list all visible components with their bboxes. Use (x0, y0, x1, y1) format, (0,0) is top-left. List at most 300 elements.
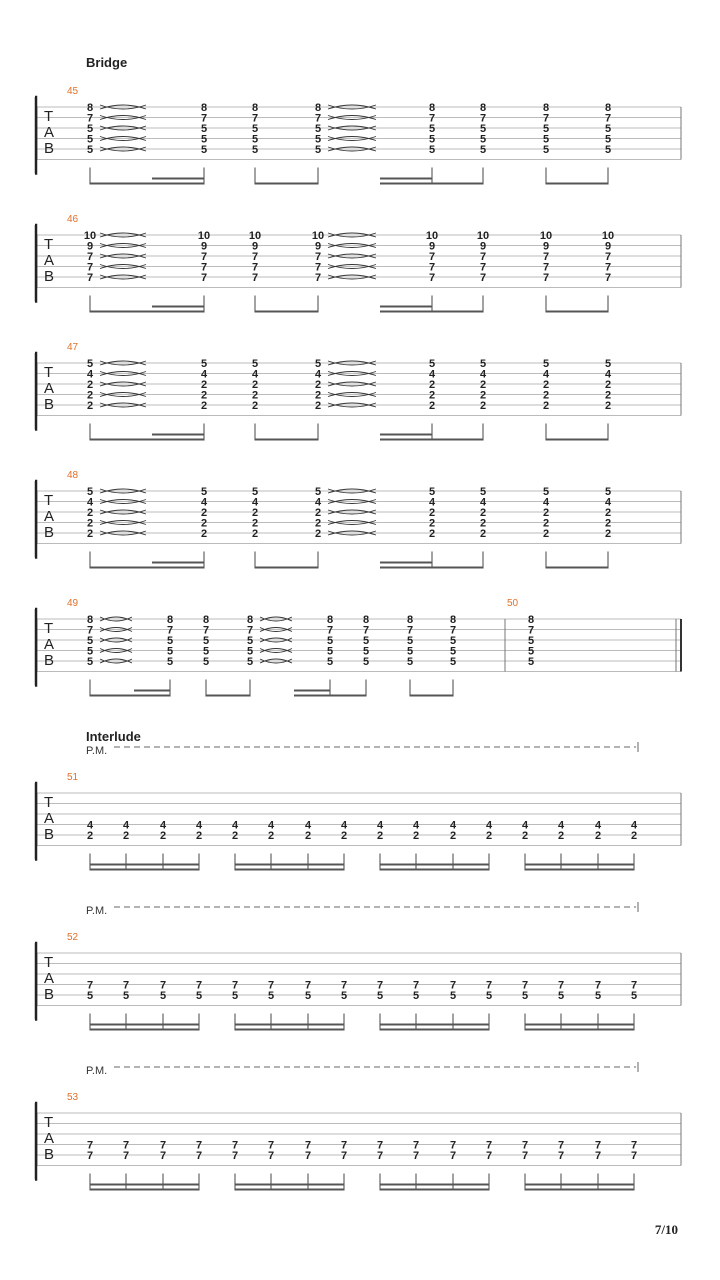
beam (152, 306, 204, 308)
beam (206, 695, 250, 697)
fret-number: 7 (86, 272, 94, 284)
fret-number: 5 (485, 990, 493, 1002)
fret-number: 7 (376, 979, 384, 992)
fret-number: 5 (86, 486, 94, 498)
tab-clef-letter: A (44, 810, 55, 827)
fret-number: 7 (159, 979, 167, 992)
beam (525, 864, 634, 866)
fret-number: 5 (267, 990, 275, 1002)
fret-number: 4 (251, 496, 259, 509)
page-number: 7/10 (654, 1222, 678, 1237)
fret-number: 8 (542, 102, 550, 114)
fret-number: 5 (406, 656, 414, 668)
fret-number: 7 (304, 1150, 312, 1162)
tab-clef-letter: B (44, 986, 55, 1003)
palm-mute-label: P.M. (86, 745, 108, 757)
fret-number: 8 (202, 614, 210, 626)
fret-number: 4 (604, 496, 612, 509)
fret-number: 7 (195, 1139, 203, 1152)
system-bracket (35, 609, 36, 686)
fret-number: 10 (476, 230, 490, 242)
fret-number: 5 (326, 656, 334, 668)
fret-number: 10 (425, 230, 439, 242)
fret-number: 2 (251, 517, 259, 530)
fret-number: 2 (428, 528, 436, 540)
fret-number: 2 (314, 389, 322, 402)
fret-number: 5 (542, 358, 550, 370)
beam (380, 567, 483, 569)
fret-number: 4 (267, 819, 275, 832)
fret-number: 5 (314, 133, 322, 146)
beam (90, 311, 204, 313)
fret-number: 2 (251, 507, 259, 519)
fret-number: 5 (202, 656, 210, 668)
fret-number: 5 (449, 635, 457, 647)
fret-number: 5 (542, 486, 550, 498)
beam (90, 695, 170, 697)
measure-number: 48 (67, 470, 79, 481)
beam (152, 178, 204, 180)
fret-number: 7 (246, 624, 254, 637)
fret-number: 5 (479, 486, 487, 498)
fret-number: 7 (479, 251, 487, 263)
beam (90, 869, 199, 871)
fret-number: 5 (86, 358, 94, 370)
fret-number: 4 (412, 819, 420, 832)
fret-number: 8 (428, 102, 436, 114)
fret-number: 5 (166, 645, 174, 658)
fret-number: 7 (428, 272, 436, 284)
fret-number: 5 (479, 144, 487, 156)
fret-number: 7 (304, 1139, 312, 1152)
fret-number: 2 (200, 507, 208, 519)
measure-number: 47 (67, 342, 79, 353)
fret-number: 7 (267, 1150, 275, 1162)
fret-number: 2 (200, 517, 208, 530)
beam (235, 1184, 344, 1186)
fret-number: 5 (428, 144, 436, 156)
fret-number: 5 (630, 990, 638, 1002)
fret-number: 2 (304, 830, 312, 842)
fret-number: 8 (166, 614, 174, 626)
fret-number: 2 (604, 517, 612, 530)
fret-number: 5 (362, 656, 370, 668)
fret-number: 7 (604, 112, 612, 125)
fret-number: 5 (604, 144, 612, 156)
fret-number: 2 (479, 507, 487, 519)
fret-number: 4 (428, 368, 436, 381)
fret-number: 2 (604, 389, 612, 402)
fret-number: 7 (267, 979, 275, 992)
fret-number: 9 (479, 240, 487, 253)
beam (380, 864, 489, 866)
fret-number: 7 (376, 1150, 384, 1162)
fret-number: 2 (314, 528, 322, 540)
beam (525, 869, 634, 871)
fret-number: 5 (159, 990, 167, 1002)
fret-number: 5 (200, 123, 208, 135)
beam (380, 434, 432, 436)
fret-number: 7 (86, 1139, 94, 1152)
fret-number: 2 (604, 528, 612, 540)
fret-number: 5 (166, 656, 174, 668)
fret-number: 5 (479, 358, 487, 370)
fret-number: 7 (594, 979, 602, 992)
fret-number: 7 (428, 112, 436, 125)
fret-number: 7 (159, 1150, 167, 1162)
beam (525, 1024, 634, 1026)
fret-number: 5 (340, 990, 348, 1002)
fret-number: 5 (314, 144, 322, 156)
beam (235, 1024, 344, 1026)
fret-number: 2 (630, 830, 638, 842)
fret-number: 5 (428, 486, 436, 498)
beam (380, 562, 432, 564)
fret-number: 5 (304, 990, 312, 1002)
fret-number: 7 (479, 112, 487, 125)
fret-number: 8 (314, 102, 322, 114)
tab-clef-letter: A (44, 508, 55, 525)
fret-number: 7 (594, 1150, 602, 1162)
fret-number: 7 (542, 261, 550, 274)
fret-number: 5 (251, 133, 259, 146)
fret-number: 2 (86, 400, 94, 412)
beam (546, 567, 608, 569)
fret-number: 7 (542, 251, 550, 263)
system-bracket (35, 783, 36, 860)
fret-number: 5 (604, 486, 612, 498)
fret-number: 10 (539, 230, 553, 242)
beam (546, 439, 608, 441)
fret-number: 2 (479, 528, 487, 540)
fret-number: 5 (362, 645, 370, 658)
fret-number: 7 (122, 1139, 130, 1152)
fret-number: 7 (314, 272, 322, 284)
fret-number: 2 (195, 830, 203, 842)
fret-number: 2 (200, 389, 208, 402)
fret-number: 4 (594, 819, 602, 832)
fret-number: 7 (166, 624, 174, 637)
fret-number: 7 (604, 272, 612, 284)
fret-number: 5 (251, 358, 259, 370)
fret-number: 7 (326, 624, 334, 637)
fret-number: 7 (449, 624, 457, 637)
beam (380, 178, 432, 180)
fret-number: 5 (449, 656, 457, 668)
beam (235, 864, 344, 866)
measure-number: 45 (67, 86, 79, 97)
system-bracket (35, 1103, 36, 1180)
fret-number: 5 (449, 645, 457, 658)
fret-number: 7 (428, 261, 436, 274)
fret-number: 7 (630, 1150, 638, 1162)
fret-number: 7 (630, 1139, 638, 1152)
system-bracket (35, 943, 36, 1020)
fret-number: 5 (86, 645, 94, 658)
fret-number: 7 (251, 112, 259, 125)
fret-number: 5 (326, 645, 334, 658)
fret-number: 8 (362, 614, 370, 626)
beam (255, 311, 318, 313)
fret-number: 5 (376, 990, 384, 1002)
fret-number: 5 (428, 358, 436, 370)
fret-number: 2 (314, 400, 322, 412)
fret-number: 5 (604, 123, 612, 135)
beam (235, 1029, 344, 1031)
fret-number: 9 (86, 240, 94, 253)
fret-number: 2 (557, 830, 565, 842)
fret-number: 5 (362, 635, 370, 647)
fret-number: 7 (604, 261, 612, 274)
fret-number: 7 (604, 251, 612, 263)
fret-number: 10 (601, 230, 615, 242)
fret-number: 7 (200, 251, 208, 263)
fret-number: 9 (314, 240, 322, 253)
fret-number: 4 (200, 368, 208, 381)
fret-number: 7 (251, 272, 259, 284)
fret-number: 2 (86, 507, 94, 519)
beam (90, 567, 204, 569)
fret-number: 8 (86, 102, 94, 114)
fret-number: 7 (86, 624, 94, 637)
fret-number: 8 (479, 102, 487, 114)
fret-number: 2 (542, 517, 550, 530)
tab-clef-letter: T (44, 794, 54, 811)
beam (380, 306, 432, 308)
fret-number: 5 (521, 990, 529, 1002)
fret-number: 5 (527, 645, 535, 658)
fret-number: 2 (521, 830, 529, 842)
fret-number: 2 (479, 517, 487, 530)
fret-number: 9 (200, 240, 208, 253)
beam (255, 183, 318, 185)
fret-number: 5 (251, 144, 259, 156)
beam (410, 695, 453, 697)
fret-number: 7 (485, 979, 493, 992)
fret-number: 5 (200, 358, 208, 370)
fret-number: 4 (195, 819, 203, 832)
fret-number: 4 (542, 368, 550, 381)
fret-number: 8 (200, 102, 208, 114)
fret-number: 5 (86, 990, 94, 1002)
beam (525, 1029, 634, 1031)
fret-number: 2 (412, 830, 420, 842)
fret-number: 5 (428, 133, 436, 146)
fret-number: 5 (200, 144, 208, 156)
system-bracket (35, 353, 36, 430)
fret-number: 4 (485, 819, 493, 832)
beam (546, 311, 608, 313)
fret-number: 4 (86, 496, 94, 509)
measure-number: 49 (67, 598, 79, 609)
fret-number: 5 (231, 990, 239, 1002)
fret-number: 5 (314, 486, 322, 498)
tab-clef-letter: T (44, 236, 54, 253)
fret-number: 7 (449, 979, 457, 992)
fret-number: 2 (200, 400, 208, 412)
fret-number: 7 (449, 1139, 457, 1152)
beam (90, 864, 199, 866)
fret-number: 5 (314, 123, 322, 135)
fret-number: 9 (604, 240, 612, 253)
fret-number: 7 (521, 1150, 529, 1162)
fret-number: 7 (231, 1150, 239, 1162)
fret-number: 5 (86, 144, 94, 156)
section-label-interlude: Interlude (86, 729, 141, 744)
fret-number: 2 (428, 400, 436, 412)
beam (235, 869, 344, 871)
fret-number: 7 (195, 1150, 203, 1162)
beam (90, 439, 204, 441)
beam (90, 183, 204, 185)
tab-clef-letter: T (44, 620, 54, 637)
fret-number: 5 (202, 645, 210, 658)
system-bracket (35, 97, 36, 174)
fret-number: 7 (340, 979, 348, 992)
fret-number: 2 (604, 507, 612, 519)
tab-clef-letter: A (44, 1130, 55, 1147)
beam (380, 1029, 489, 1031)
fret-number: 5 (86, 635, 94, 647)
fret-number: 5 (251, 486, 259, 498)
fret-number: 7 (542, 112, 550, 125)
tab-clef-letter: A (44, 636, 55, 653)
fret-number: 7 (314, 261, 322, 274)
fret-number: 4 (231, 819, 239, 832)
tab-clef-letter: T (44, 1114, 54, 1131)
fret-number: 5 (604, 358, 612, 370)
fret-number: 5 (406, 635, 414, 647)
fret-number: 8 (251, 102, 259, 114)
fret-number: 5 (449, 990, 457, 1002)
tab-clef-letter: A (44, 124, 55, 141)
fret-number: 2 (122, 830, 130, 842)
fret-number: 7 (527, 624, 535, 637)
fret-number: 2 (86, 830, 94, 842)
fret-number: 4 (542, 496, 550, 509)
fret-number: 7 (340, 1150, 348, 1162)
beam (90, 1029, 199, 1031)
beam (380, 311, 483, 313)
fret-number: 9 (542, 240, 550, 253)
fret-number: 7 (521, 979, 529, 992)
fret-number: 2 (251, 528, 259, 540)
fret-number: 7 (304, 979, 312, 992)
fret-number: 7 (428, 251, 436, 263)
measure-number: 51 (67, 772, 79, 783)
fret-number: 7 (314, 251, 322, 263)
beam (235, 1189, 344, 1191)
palm-mute-label: P.M. (86, 905, 108, 917)
fret-number: 5 (542, 123, 550, 135)
fret-number: 9 (251, 240, 259, 253)
fret-number: 2 (314, 379, 322, 391)
beam (546, 183, 608, 185)
fret-number: 5 (86, 133, 94, 146)
fret-number: 4 (479, 368, 487, 381)
fret-number: 4 (314, 496, 322, 509)
fret-number: 5 (122, 990, 130, 1002)
fret-number: 2 (86, 379, 94, 391)
fret-number: 5 (406, 645, 414, 658)
fret-number: 2 (594, 830, 602, 842)
beam (525, 1189, 634, 1191)
fret-number: 7 (86, 251, 94, 263)
fret-number: 5 (200, 133, 208, 146)
fret-number: 2 (428, 379, 436, 391)
fret-number: 2 (428, 517, 436, 530)
fret-number: 2 (86, 389, 94, 402)
fret-number: 2 (314, 507, 322, 519)
fret-number: 7 (159, 1139, 167, 1152)
fret-number: 4 (200, 496, 208, 509)
fret-number: 7 (202, 624, 210, 637)
fret-number: 2 (86, 517, 94, 530)
fret-number: 7 (267, 1139, 275, 1152)
fret-number: 2 (542, 389, 550, 402)
fret-number: 5 (604, 133, 612, 146)
beam (380, 1184, 489, 1186)
fret-number: 8 (527, 614, 535, 626)
fret-number: 5 (314, 358, 322, 370)
tab-clef-letter: B (44, 268, 55, 285)
fret-number: 2 (314, 517, 322, 530)
beam (90, 1189, 199, 1191)
fret-number: 2 (485, 830, 493, 842)
fret-number: 5 (246, 645, 254, 658)
tab-clef-letter: B (44, 140, 55, 157)
fret-number: 7 (485, 1150, 493, 1162)
beam (294, 690, 330, 692)
fret-number: 10 (248, 230, 262, 242)
fret-number: 2 (267, 830, 275, 842)
fret-number: 7 (195, 979, 203, 992)
tab-clef-letter: B (44, 652, 55, 669)
fret-number: 4 (251, 368, 259, 381)
fret-number: 2 (428, 507, 436, 519)
fret-number: 7 (521, 1139, 529, 1152)
fret-number: 7 (122, 1150, 130, 1162)
fret-number: 2 (542, 379, 550, 391)
fret-number: 5 (166, 635, 174, 647)
fret-number: 4 (159, 819, 167, 832)
fret-number: 5 (195, 990, 203, 1002)
fret-number: 7 (86, 261, 94, 274)
fret-number: 5 (251, 123, 259, 135)
fret-number: 7 (251, 261, 259, 274)
fret-number: 7 (200, 112, 208, 125)
fret-number: 5 (527, 656, 535, 668)
tab-clef-letter: B (44, 524, 55, 541)
fret-number: 7 (200, 272, 208, 284)
fret-number: 7 (412, 1139, 420, 1152)
fret-number: 2 (251, 379, 259, 391)
fret-number: 8 (326, 614, 334, 626)
fret-number: 5 (326, 635, 334, 647)
fret-number: 5 (86, 656, 94, 668)
tab-clef-letter: T (44, 492, 54, 509)
fret-number: 7 (231, 1139, 239, 1152)
fret-number: 7 (542, 272, 550, 284)
fret-number: 4 (428, 496, 436, 509)
fret-number: 5 (479, 133, 487, 146)
fret-number: 5 (412, 990, 420, 1002)
fret-number: 2 (542, 507, 550, 519)
beam (134, 690, 170, 692)
beam (525, 1184, 634, 1186)
fret-number: 7 (231, 979, 239, 992)
tab-clef-letter: T (44, 954, 54, 971)
